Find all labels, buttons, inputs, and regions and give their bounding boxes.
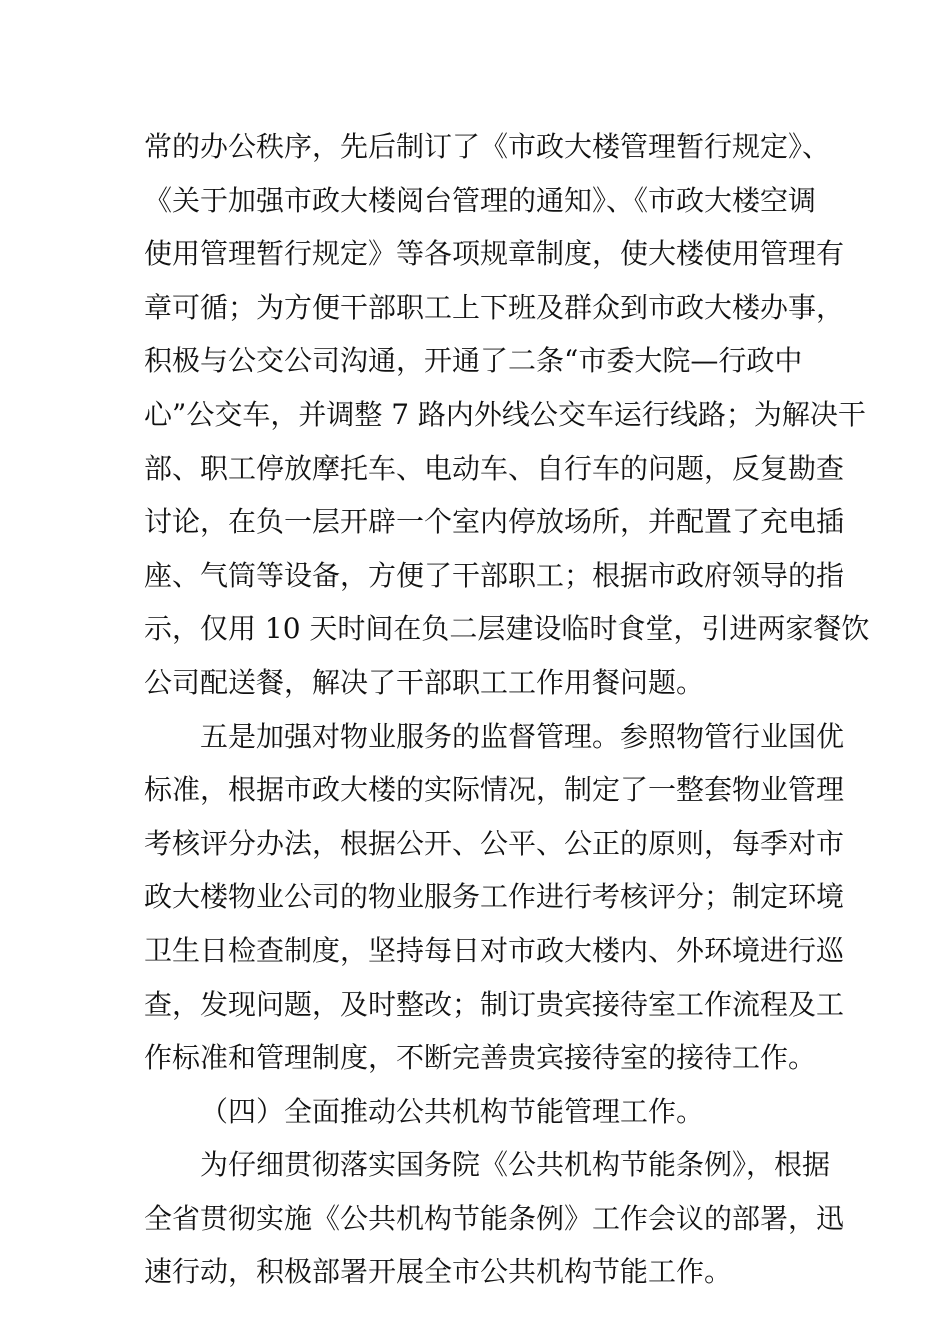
text-line-7: 部、职工停放摩托车、电动车、自行车的问题，反复勘查 xyxy=(144,451,845,485)
text-line-8: 讨论，在负一层开辟一个室内停放场所，并配置了充电插 xyxy=(144,505,845,539)
section-heading: （四）全面推动公共机构节能管理工作。 xyxy=(200,1094,705,1128)
text-line-6: 心”公交车，并调整 7 路内外线公交车运行线路；为解决干 xyxy=(144,397,866,431)
text-line-15: 政大楼物业公司的物业服务工作进行考核评分；制定环境 xyxy=(144,880,845,914)
text-line-21: 全省贯彻实施《公共机构节能条例》工作会议的部署，迅 xyxy=(144,1201,845,1235)
document-body xyxy=(144,120,870,1299)
text-line-12: 五是加强对物业服务的监督管理。参照物管行业国优 xyxy=(200,719,845,753)
text-line-9: 座、气筒等设备，方便了干部职工；根据市政府领导的指 xyxy=(144,558,845,592)
text-line-17: 查，发现问题，及时整改；制订贵宾接待室工作流程及工 xyxy=(144,987,845,1021)
text-line-10: 示，仅用 10 天时间在负二层建设临时食堂，引进两家餐饮 xyxy=(144,612,870,646)
text-line-1: 常的办公秩序，先后制订了《市政大楼管理暂行规定》、 xyxy=(144,130,831,163)
text-line-2: 《关于加强市政大楼阅台管理的通知》、《市政大楼空调 xyxy=(144,183,817,217)
text-line-22: 速行动，积极部署开展全市公共机构节能工作。 xyxy=(144,1255,733,1289)
text-line-13: 标准，根据市政大楼的实际情况，制定了一整套物业管理 xyxy=(144,773,845,807)
text-line-11: 公司配送餐，解决了干部职工工作用餐问题。 xyxy=(144,665,705,699)
text-line-16: 卫生日检查制度，坚持每日对市政大楼内、外环境进行巡 xyxy=(144,933,845,967)
text-line-20: 为仔细贯彻落实国务院《公共机构节能条例》，根据 xyxy=(200,1148,831,1182)
text-line-14: 考核评分办法，根据公开、公平、公正的原则，每季对市 xyxy=(144,826,845,860)
text-line-4: 章可循；为方便干部职工上下班及群众到市政大楼办事， xyxy=(144,290,845,324)
text-line-3: 使用管理暂行规定》等各项规章制度，使大楼使用管理有 xyxy=(144,237,845,271)
text-line-5: 积极与公交公司沟通，开通了二条“市委大院—行政中 xyxy=(144,344,803,378)
text-line-18: 作标准和管理制度，不断完善贵宾接待室的接待工作。 xyxy=(144,1041,817,1075)
